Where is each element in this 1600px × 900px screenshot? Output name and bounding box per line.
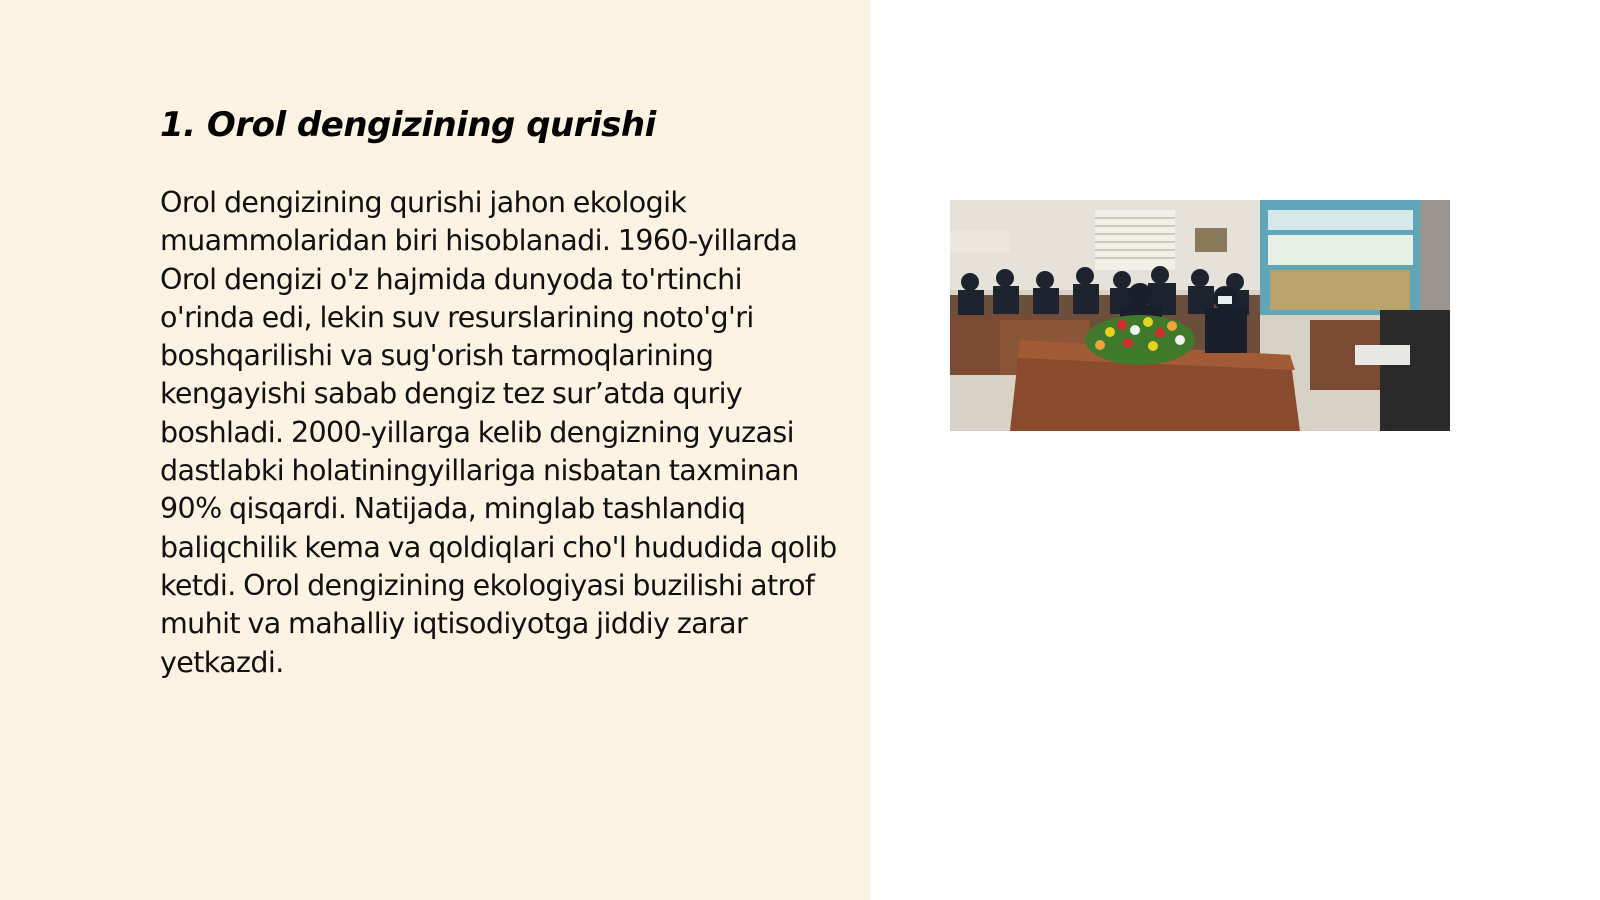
slide-heading: 1. Orol dengizining qurishi bbox=[160, 105, 656, 145]
conference-photo bbox=[950, 200, 1450, 431]
slide-body-text: Orol dengizining qurishi jahon ekologik muammolaridan biri hisoblanadi. 1960-yillarda Orol dengizi o'z hajmida dunyoda to'rtinchi o'rinda edi, lekin suv resurslarining noto'g'ri boshqarilishi va sug'orish tarmoqlarining kengayishi sabab dengiz tez sur’atda quriy boshladi. 2000-yillarga kelib dengizning yuzasi dastlabki holatiningyillariga nisbatan taxminan 90% qisqardi. Natijada, minglab tashlandiq baliqchilik kema va qoldiqlari cho'l hududida qolib ketdi. Orol dengizining ekologiyasi buzilishi atrof muhit va mahalliy iqtisodiyotga jiddiy zarar yetkazdi. bbox=[160, 186, 837, 679]
